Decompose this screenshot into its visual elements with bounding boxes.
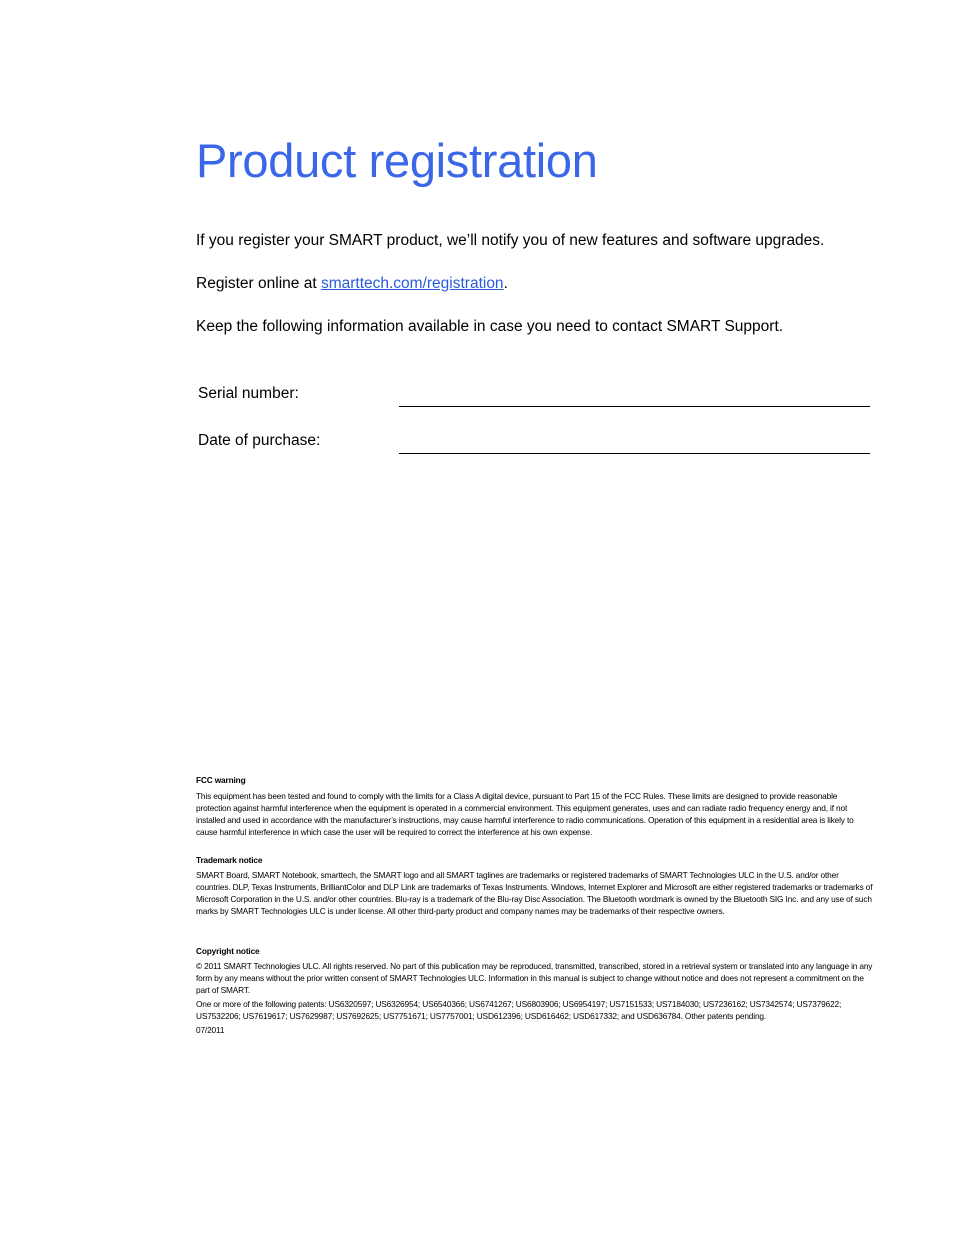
registration-link[interactable]: smarttech.com/registration: [320, 275, 504, 292]
fcc-warning-body: This equipment has been tested and found to comply with the limits for a Class A digital device, pursuant to Part 15 of the FCC Rules. These limits are designed to provide reasonable protection against harmful interference when the equipment is operated in a commercial environment. This equipment generates, uses and can radiate radio frequency energy and, if not installed and used in accordance with the manufacturer’s instructions, may cause harmful interference to radio communications. Operation of this equipment in a residential area is likely to cause harmful interference in which case the user will be required to correct the interference at his own expense.: [196, 791, 854, 837]
document-date: 07/2011: [196, 1025, 225, 1035]
patents-list: One or more of the following patents: US6320597; US6326954; US6540366; US6741267; US6803906; US6954197; US7151533; US7184030; US7236162; US7342574; US7379622; US7532206; US7619617; US7629987; US7692625; US7751671; US7757001; USD612396; USD616462; USD617332; and USD636784. Other patents pending.: [196, 999, 842, 1021]
trademark-notice-body: SMART Board, SMART Notebook, smarttech, the SMART logo and all SMART taglines are trademarks or registered trademarks of SMART Technologies ULC in the U.S. and/or other countries. DLP, Texas Instruments, BrilliantColor and DLP Link are trademarks of Texas Instruments. Windows, Internet Explorer and Microsoft are either registered trademarks or trademarks of Microsoft Corporation in the U.S. and/or other countries. Blu-ray is a trademark of the Blu-ray Disc Association. The Bluetooth wordmark is owned by the Bluetooth SIG Inc. and any use of such marks by SMART Technologies ULC is under license. All other third-party product and company names may be trademarks of their respective owners.: [196, 870, 873, 916]
intro-paragraph: If you register your SMART product, we’ll notify you of new features and software upgrades.: [196, 232, 825, 249]
serial-number-label: Serial number:: [198, 385, 299, 402]
copyright-notice-body: © 2011 SMART Technologies ULC. All rights reserved. No part of this publication may be reproduced, transmitted, transcribed, stored in a retrieval system or translated into any language in any form by any means without the prior written consent of SMART Technologies ULC. Information in this manual is subject to change without notice and does not represent a commitment on the part of SMART.: [196, 961, 873, 995]
register-paragraph: [196, 274, 508, 294]
fcc-warning-section: [196, 774, 874, 838]
trademark-notice-section: [196, 854, 874, 917]
fcc-warning-heading: FCC warning: [196, 775, 246, 785]
date-of-purchase-label: Date of purchase:: [198, 432, 321, 449]
trademark-notice-heading: Trademark notice: [196, 855, 263, 865]
register-suffix: .: [503, 275, 508, 292]
keep-info-paragraph: Keep the following information available in case you need to contact SMART Support.: [196, 318, 784, 335]
page-title: Product registration: [196, 134, 598, 187]
register-prefix: Register online at: [196, 275, 321, 292]
copyright-notice-heading: Copyright notice: [196, 946, 260, 956]
serial-number-line[interactable]: [399, 406, 870, 407]
copyright-notice-section: [196, 945, 874, 1036]
date-of-purchase-line[interactable]: [399, 453, 870, 454]
